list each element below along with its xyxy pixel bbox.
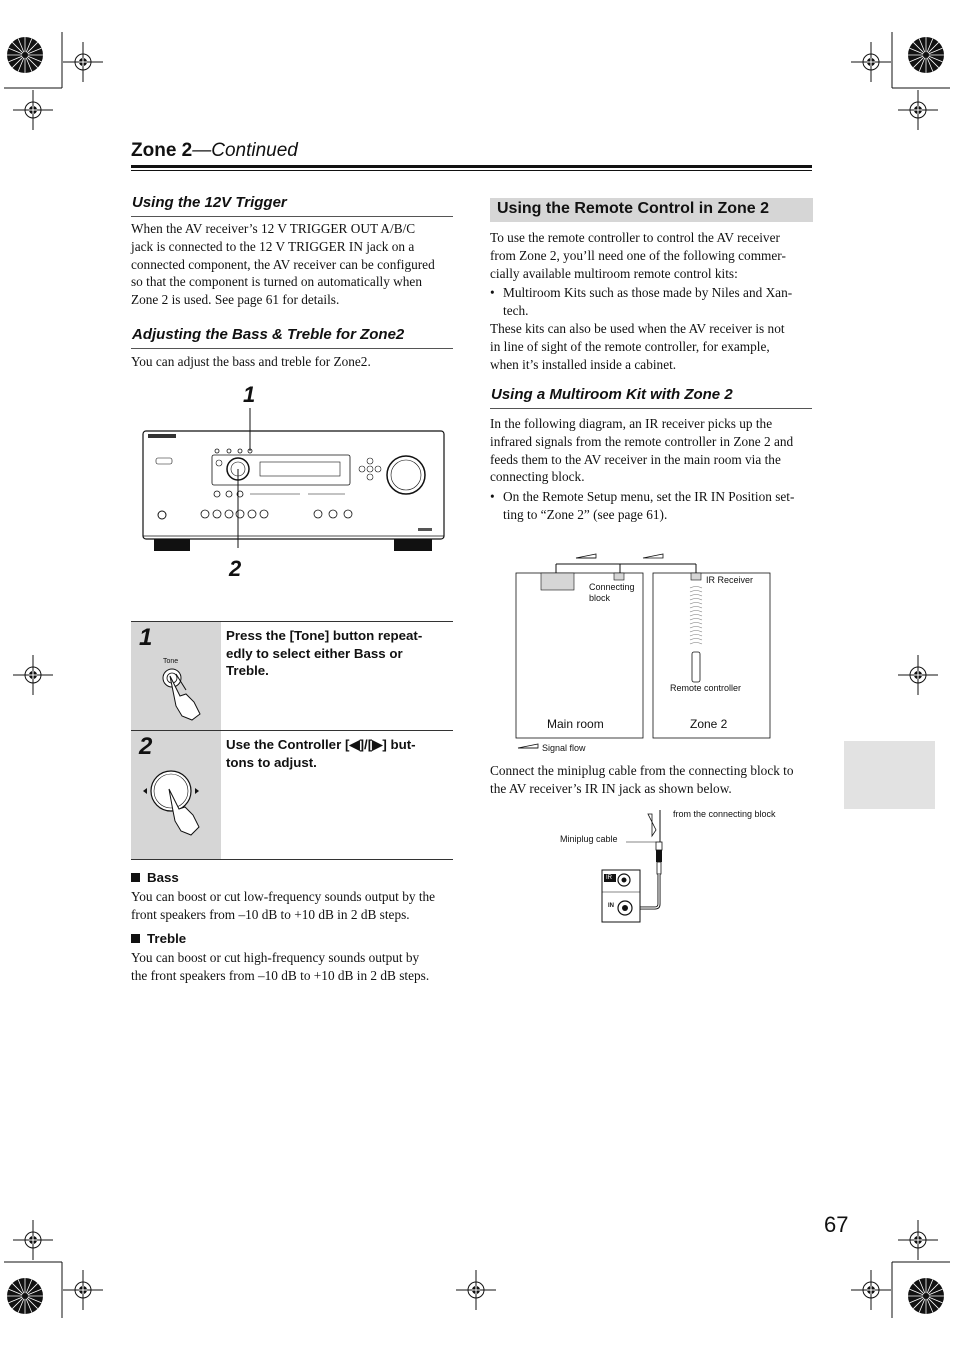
text-line: Zone 2 is used. See page 61 for details.	[131, 292, 340, 308]
bass-title	[131, 870, 179, 885]
tone-button-press-icon	[156, 666, 216, 722]
text-line: Use the Controller [◀]/[▶] but-	[226, 737, 416, 752]
text-line: feeds them to the AV receiver in the main room via the	[490, 451, 781, 467]
text-line: • On the Remote Setup menu, set the IR IN Position set-	[503, 489, 795, 504]
text-line: Press the [Tone] button repeat-	[226, 628, 423, 643]
text-line: connecting block.	[490, 469, 585, 485]
text-line: when it’s installed inside a cabinet.	[490, 356, 677, 372]
callout-2: 2	[229, 556, 242, 581]
text-line: When the AV receiver’s 12 V TRIGGER OUT A/B/C	[131, 221, 416, 236]
multiroom-paragraph	[490, 415, 820, 486]
text-line: • Multiroom Kits such as those made by Niles and Xan-	[503, 285, 793, 300]
ir-receiver-label: IR Receiver	[706, 575, 754, 585]
trigger-heading-rule	[131, 216, 453, 217]
in-jack-label: IN	[608, 903, 614, 909]
remote-bullet	[503, 284, 823, 320]
text-line: These kits can also be used when the AV receiver is not	[490, 321, 785, 336]
remote-paragraph	[490, 229, 820, 282]
text-line: the front speakers from –10 dB to +10 dB in 2 dB steps.	[131, 967, 430, 983]
section-tab	[844, 741, 935, 809]
square-bullet-icon	[131, 934, 140, 943]
square-bullet-icon	[131, 873, 140, 882]
step-1	[131, 621, 453, 730]
step-1-text	[226, 627, 448, 680]
treble-title-text: Treble	[147, 931, 187, 946]
text-line: infrared signals from the remote controller in Zone 2 and	[490, 433, 794, 449]
controller-dial-press-icon	[139, 769, 219, 849]
treble-paragraph	[131, 949, 461, 985]
step-2-number: 2	[139, 733, 153, 760]
treble-title	[131, 931, 186, 946]
page-header	[131, 140, 298, 162]
text-line: front speakers from –10 dB to +10 dB in 2 dB steps.	[131, 906, 410, 922]
text-line: so that the component is turned on automatically when	[131, 274, 422, 290]
bass-treble-heading: Adjusting the Bass & Treble for Zone2	[132, 326, 405, 343]
text-line: jack is connected to the 12 V TRIGGER IN jack on a	[131, 238, 415, 254]
text-line: Treble.	[226, 663, 269, 678]
multiroom-heading: Using a Multiroom Kit with Zone 2	[491, 386, 733, 403]
text-line: Connect the miniplug cable from the connecting block to	[490, 763, 794, 778]
text-line: connected component, the AV receiver can be configured	[131, 256, 435, 272]
step-2	[131, 730, 453, 860]
miniplug-cable-illustration	[600, 808, 680, 928]
multiroom-bullet	[503, 488, 823, 524]
zone2-label: Zone 2	[690, 717, 728, 731]
text-line: To use the remote controller to control the AV receiver	[490, 230, 780, 245]
page-number: 67	[824, 1212, 849, 1237]
bass-treble-heading-rule	[131, 348, 453, 349]
connect-paragraph	[490, 762, 820, 798]
text-line: ting to “Zone 2” (see page 61).	[503, 506, 668, 522]
text-line: You can boost or cut high-frequency sounds output by	[131, 950, 420, 965]
remote-controller-label: Remote controller	[670, 683, 742, 693]
bass-paragraph	[131, 888, 461, 924]
remote-heading: Using the Remote Control in Zone 2	[497, 200, 770, 217]
ir-jack-label: IR	[606, 875, 612, 881]
trigger-paragraph	[131, 220, 461, 309]
step-2-text	[226, 736, 448, 771]
text-line: in line of sight of the remote controller, for example,	[490, 338, 770, 354]
text-line: You can boost or cut low-frequency sounds output by the	[131, 889, 436, 904]
bass-treble-intro: You can adjust the bass and treble for Zone2.	[131, 354, 371, 369]
receiver-front-panel-illustration	[140, 388, 450, 588]
text-line: from Zone 2, you’ll need one of the following commer-	[490, 247, 786, 263]
remote-paragraph-2	[490, 320, 820, 373]
text-line: cially available multiroom remote control kits:	[490, 265, 738, 281]
main-room-label: Main room	[547, 717, 604, 731]
step-1-number: 1	[139, 624, 153, 651]
from-connecting-block-label: from the connecting block	[673, 809, 776, 819]
bass-title-text: Bass	[147, 870, 179, 885]
miniplug-cable-label: Miniplug cable	[560, 834, 618, 844]
header-continued: —Continued	[192, 140, 298, 161]
header-rule-thin	[131, 170, 812, 171]
header-title: Zone 2	[131, 140, 193, 161]
multiroom-heading-rule	[490, 408, 812, 409]
text-line: edly to select either Bass or	[226, 645, 403, 661]
text-line: block	[589, 593, 611, 603]
text-line: tons to adjust.	[226, 754, 317, 770]
text-line: tech.	[503, 302, 529, 318]
text-line: Connecting	[589, 582, 635, 592]
tone-label: Tone	[163, 658, 179, 665]
signal-flow-label: Signal flow	[542, 743, 586, 753]
trigger-heading: Using the 12V Trigger	[132, 194, 287, 211]
text-line: the AV receiver’s IR IN jack as shown below.	[490, 780, 732, 796]
callout-1: 1	[243, 382, 256, 407]
text-line: In the following diagram, an IR receiver picks up the	[490, 416, 773, 431]
header-rule	[131, 165, 812, 168]
connecting-block-label	[589, 582, 635, 604]
